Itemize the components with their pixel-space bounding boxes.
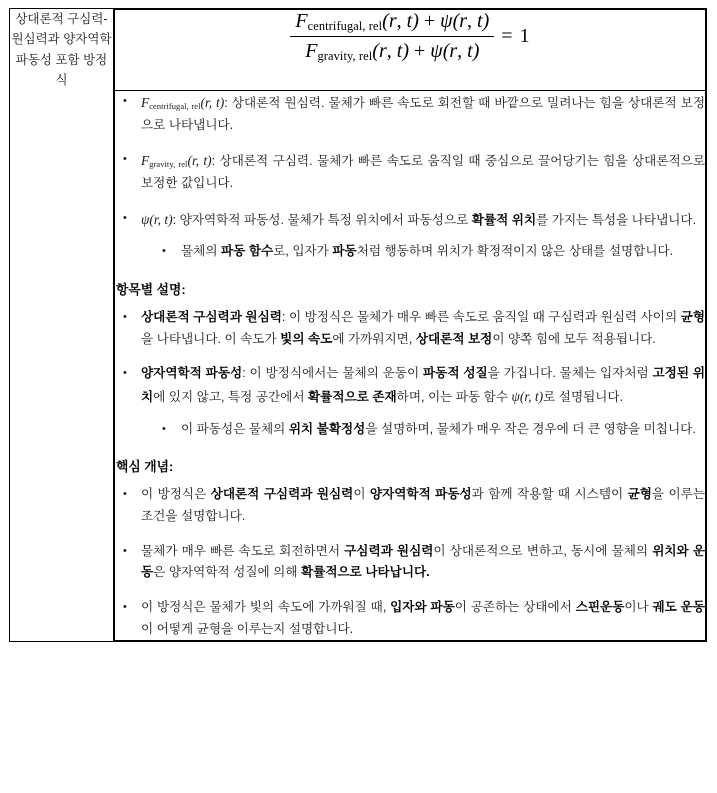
item-bold-2: 균형 bbox=[680, 309, 705, 324]
item-text-3: 에 있지 않고, 특정 공간에서 bbox=[153, 389, 308, 404]
core-bold-1: 입자와 파동 bbox=[390, 599, 455, 614]
list-item bbox=[115, 307, 705, 350]
core-bold-1: 상대론적 구심력과 원심력 bbox=[210, 487, 354, 502]
core-text-2: 이 bbox=[353, 487, 370, 502]
bullet-icon: • bbox=[162, 422, 166, 435]
item-text-3: 에 가까워지면, bbox=[332, 331, 416, 346]
core-bold-3: 확률적으로 나타납니다. bbox=[301, 565, 430, 580]
core-text-3: 이나 bbox=[624, 599, 653, 614]
item-bold-4: 확률적으로 존재 bbox=[308, 389, 397, 404]
item-bold-1: 양자역학적 파동성 bbox=[141, 366, 243, 381]
content-cell bbox=[114, 9, 707, 642]
symbol-psi: ψ(r, t) bbox=[141, 211, 173, 227]
item-text-4: 이 양쪽 힘에 모두 적용됩니다. bbox=[492, 331, 656, 346]
bullet-icon: • bbox=[123, 95, 127, 107]
subitem-text-2: 로, 입자가 bbox=[273, 244, 333, 259]
core-bold-3: 궤도 운동 bbox=[652, 599, 705, 614]
item-text-2: 을 나타냅니다. 이 속도가 bbox=[141, 331, 281, 346]
core-text-4: 이 어떻게 균형을 이루는지 설명합니다. bbox=[141, 621, 354, 636]
bullet-icon: • bbox=[123, 310, 127, 323]
row-label-text: 상대론적 구심력-원심력과 양자역학 파동성 포함 방정식 bbox=[11, 12, 112, 87]
section-items-list bbox=[115, 307, 705, 440]
core-text-3: 과 함께 작용할 때 시스템이 bbox=[471, 487, 628, 502]
equation-numerator: $F_{centrifugal, rel}(r$, t) + ψ(r, t) bbox=[290, 10, 494, 37]
list-item bbox=[115, 541, 705, 584]
section-items-sublist bbox=[155, 419, 705, 441]
bullet-icon: • bbox=[123, 211, 127, 224]
row-label-cell bbox=[10, 9, 114, 642]
body-cell bbox=[115, 91, 706, 641]
document-page bbox=[0, 8, 717, 793]
bullet-icon: • bbox=[123, 600, 127, 613]
definition-text: : 상대론적 원심력. 물체가 빠른 속도로 회전할 때 바깥으로 밀려나는 힘을 상대론적 보정으로 나타냅니다. bbox=[141, 96, 705, 132]
core-text-4: 을 이루는 조건을 설명합니다. bbox=[141, 487, 705, 523]
bullet-icon: • bbox=[162, 245, 166, 258]
definitions-list bbox=[115, 91, 705, 263]
subitem-bold-2: 파동 bbox=[332, 244, 357, 259]
item-bold-4: 상대론적 보정 bbox=[415, 331, 493, 346]
equation-denominator: $F_{gravity, rel}(r$, t) + ψ(r, t) bbox=[305, 39, 480, 64]
definition-text-2: 를 가지는 특성을 나타냅니다. bbox=[536, 212, 697, 227]
subitem-text-1: 이 파동성은 물체의 bbox=[181, 421, 289, 436]
core-bold-1: 구심력과 원심력 bbox=[344, 543, 434, 558]
subitem-text-2: 을 설명하며, 물체가 매우 작은 경우에 더 큰 영향을 미칩니다. bbox=[365, 421, 696, 436]
core-concepts-list bbox=[115, 484, 705, 640]
item-bold-3: 빛의 속도 bbox=[280, 331, 333, 346]
content-inner-table bbox=[114, 9, 706, 641]
item-text-1: : 이 방정식에서는 물체의 운동이 bbox=[242, 366, 423, 381]
list-item bbox=[115, 208, 705, 263]
main-equation bbox=[290, 10, 529, 64]
bullet-icon: • bbox=[123, 153, 127, 166]
bullet-icon: • bbox=[123, 367, 127, 380]
core-bold-2: 위치와 운동 bbox=[141, 543, 705, 580]
core-text-1: 물체가 매우 빠른 속도로 회전하면서 bbox=[141, 543, 345, 558]
list-item bbox=[115, 363, 705, 440]
section-heading-core: 핵심 개념: bbox=[116, 459, 174, 475]
bullet-icon: • bbox=[123, 488, 127, 501]
subitem-bold-1: 위치 불확정성 bbox=[288, 421, 366, 436]
inline-psi-math: ψ(r, t) bbox=[511, 388, 544, 404]
section-heading-items: 항목별 설명: bbox=[116, 281, 186, 297]
main-table bbox=[9, 8, 707, 642]
numerator-subscript: centrifugal, rel bbox=[307, 19, 383, 34]
definitions-sublist bbox=[155, 241, 705, 263]
bullet-icon: • bbox=[123, 544, 127, 557]
item-bold-2: 파동적 성질 bbox=[423, 366, 488, 381]
definition-text-1: : 양자역학적 파동성. 물체가 특정 위치에서 파동성으로 bbox=[172, 212, 472, 227]
body-row bbox=[115, 91, 706, 641]
formula-cell bbox=[115, 10, 706, 91]
equals-sign: = bbox=[501, 25, 513, 48]
core-text-2: 이 공존하는 상태에서 bbox=[454, 599, 576, 614]
core-text-1: 이 방정식은 bbox=[141, 487, 211, 502]
item-text-1: : 이 방정식은 물체가 매우 빠른 속도로 움직일 때 구심력과 원심력 사이의 bbox=[281, 309, 681, 324]
item-bold-3: 고정된 위치 bbox=[141, 366, 705, 404]
definition-text: : 상대론적 구심력. 물체가 빠른 속도로 움직일 때 중심으로 끌어당기는 힘을 상대론적으로 보정한 값입니다. bbox=[141, 154, 705, 190]
table-row bbox=[10, 9, 707, 642]
list-item bbox=[155, 241, 705, 263]
subitem-text-1: 물체의 bbox=[181, 244, 221, 259]
item-bold-1: 상대론적 구심력과 원심력 bbox=[141, 309, 282, 324]
definition-bold-1: 확률적 위치 bbox=[471, 212, 537, 227]
equation-fraction bbox=[290, 10, 494, 64]
symbol-f-gravity: $F_{gravity, rel}(r$, t) bbox=[141, 153, 212, 170]
item-text-2: 을 가집니다. 물체는 입자처럼 bbox=[487, 366, 653, 381]
core-bold-2: 양자역학적 파동성 bbox=[369, 487, 472, 502]
core-bold-3: 균형 bbox=[627, 487, 652, 502]
denominator-subscript: gravity, rel bbox=[317, 49, 373, 64]
symbol-f-centrifugal: $F_{centrifugal, rel}(r$, t) bbox=[141, 95, 225, 112]
nested-list-holder bbox=[141, 241, 705, 263]
subitem-text-3: 처럼 행동하며 위치가 확정적이지 않은 상태를 설명합니다. bbox=[356, 244, 674, 259]
item-text-5: 로 설명됩니다. bbox=[543, 389, 624, 404]
equation-result: 1 bbox=[519, 25, 530, 48]
list-item bbox=[115, 484, 705, 527]
core-text-3: 은 양자역학적 성질에 의해 bbox=[153, 565, 301, 580]
subitem-bold-1: 파동 함수 bbox=[221, 244, 274, 259]
list-item bbox=[115, 149, 705, 194]
item-text-4: 하며, 이는 파동 함수 bbox=[396, 389, 512, 404]
list-item bbox=[115, 91, 705, 136]
core-bold-2: 스핀운동 bbox=[575, 599, 625, 614]
nested-list-holder bbox=[141, 419, 705, 441]
list-item bbox=[115, 597, 705, 640]
formula-row bbox=[115, 10, 706, 91]
list-item bbox=[155, 419, 705, 441]
core-text-1: 이 방정식은 물체가 빛의 속도에 가까워질 때, bbox=[141, 599, 391, 614]
core-text-2: 이 상대론적으로 변하고, 동시에 물체의 bbox=[433, 543, 653, 558]
